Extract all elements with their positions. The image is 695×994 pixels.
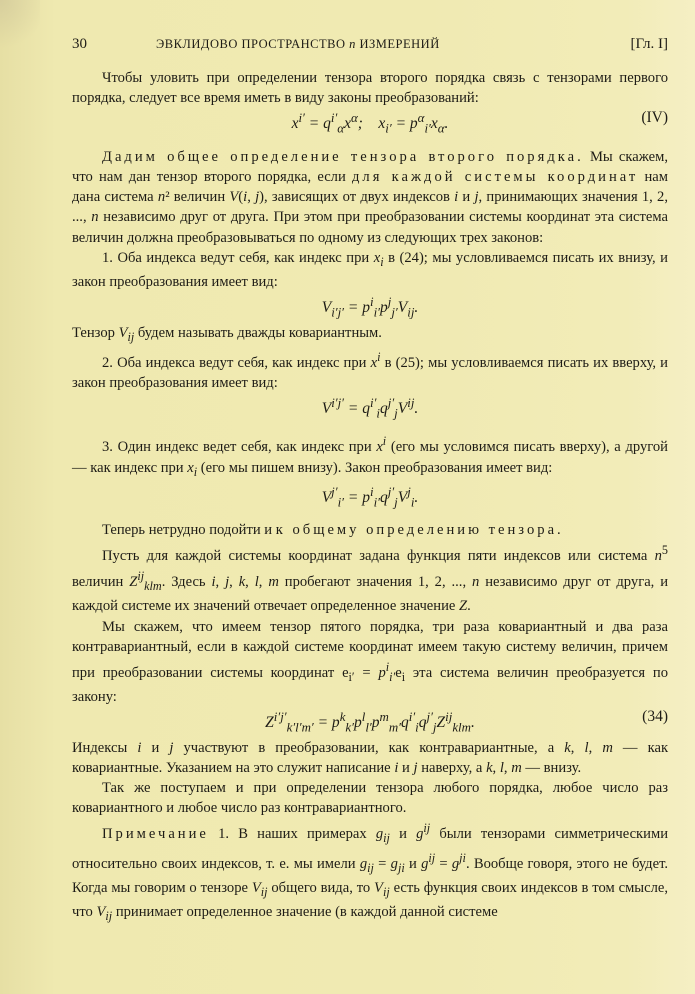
paragraph-covariant-name: Тензор $V_{ij}$ будем называть дважды ковариантным. [72, 324, 382, 344]
paragraph-law-1: 1. Оба индекса ведут себя, как индекс при $x_i$ в (24); мы условливаемся писать их внизу, и закон преобразования имеет вид: [72, 249, 668, 290]
formula-34: $Z^{i'j'}_{k'l'm'} = p^k_{k'}p^l_{l'}p^m_{m'}q^{i'}_iq^{j'}_jZ^{ij}_{klm}$. (34) [265, 708, 668, 735]
page-number: 30 [72, 36, 87, 52]
paragraph-law-2: 2. Оба индекса ведут себя, как индекс при $x^i$ в (25); мы условливаемся писать их вверху, и закон преобразования имеет вид: [72, 349, 668, 391]
formula-covariant: $V_{i'j'} = p^i_{i'}p^j_{j'}V_{ij}$. [321, 294, 419, 320]
paragraph-indices: Индексы i и j участвуют в преобразовании, как контравариантные, а k, l, m — как ковариантные. Указанием на это служит написание i и j наверху, а k, l, m — внизу. [72, 739, 669, 776]
paragraph-general: Теперь нетрудно подойти и к общему определению тензора. [102, 522, 564, 539]
formula-mixed: $V^{j'}_{i'} = p^i_{i'}q^{j'}_jV^j_i$. [321, 483, 419, 509]
paragraph-intro: Чтобы уловить при определении тензора второго порядка связь с тензорами первого порядка, следует все время иметь в виду законы преобразований: [72, 70, 668, 107]
equation-number: (34) [642, 708, 668, 726]
paragraph-fifth-order: Мы скажем, что имеем тензор пятого порядка, три раза ковариантный и два раза контравариантный, если в каждой системе координат имеем такую систему величин, причем при преобразовании системы координат $e_{i'} = p^i_{i'}e_i$ эта система величин преобразуется по закону: [72, 618, 668, 705]
paragraph-definition: Дадим общее определение тензора второго порядка. Мы скажем, что нам дан тензор второго порядка, если для каждой системы координат нам дана система n² величин V(i, j), зависящих от двух индексов i и j, принимающих значения 1, 2, ..., n независимо друг от друга. При этом при преобразовании системы координат эта система величин должна преобразовываться по одному из следующих трех законов: [72, 148, 669, 246]
running-title: ЭВКЛИДОВО ПРОСТРАНСТВО n ИЗМЕРЕНИЙ [156, 37, 440, 51]
page-corner-fold [0, 0, 40, 70]
formula-IV: $x^{i'} = q^{i'}_\alpha x^\alpha$; $x_{i'} = p^\alpha_{i'}x_\alpha$. (IV) [291, 109, 668, 136]
running-header [72, 36, 668, 56]
formula-contravariant: $V^{i'j'} = q^{i'}_iq^{j'}_jV^{ij}$. [321, 395, 419, 421]
paragraph-five-index: Пусть для каждой системы координат задана функция пяти индексов или система $n^5$ величин $Z^{ij}_{klm}$. Здесь i, j, k, l, m пробегают значения 1, 2, ..., n независимо друг от друга, и каждой системе их значений отвечает определенное значение Z. [72, 543, 669, 615]
page-body [72, 68, 668, 927]
equation-number: (IV) [641, 109, 668, 127]
paragraph-law-3: 3. Один индекс ведет себя, как индекс при $x^i$ (его мы условимся писать вверху), а другой — как индекс при $x_i$ (его мы пишем внизу). Закон преобразования имеет вид: [72, 434, 668, 479]
paragraph-any-order: Так же поступаем и при определении тензора любого порядка, любое число раз ковариантного и любое число раз контравариантного. [72, 779, 668, 817]
paragraph-note-1: Примечание 1. В наших примерах $g_{ij}$ и $g^{ij}$ были тензорами симметрическими относительно своих индексов, т. е. мы имели $g_{ij} = g_{ji}$ и $g^{ij} = g^{ji}$. Вообще говоря, этого не будет. Когда мы говорим о тензоре $V_{ij}$ общего вида, то $V_{ij}$ есть функция своих индексов в том смысле, что $V_{ij}$ принимает определенное значение (в каждой данной системе [72, 821, 669, 924]
chapter-label: [Гл. I] [630, 36, 668, 52]
